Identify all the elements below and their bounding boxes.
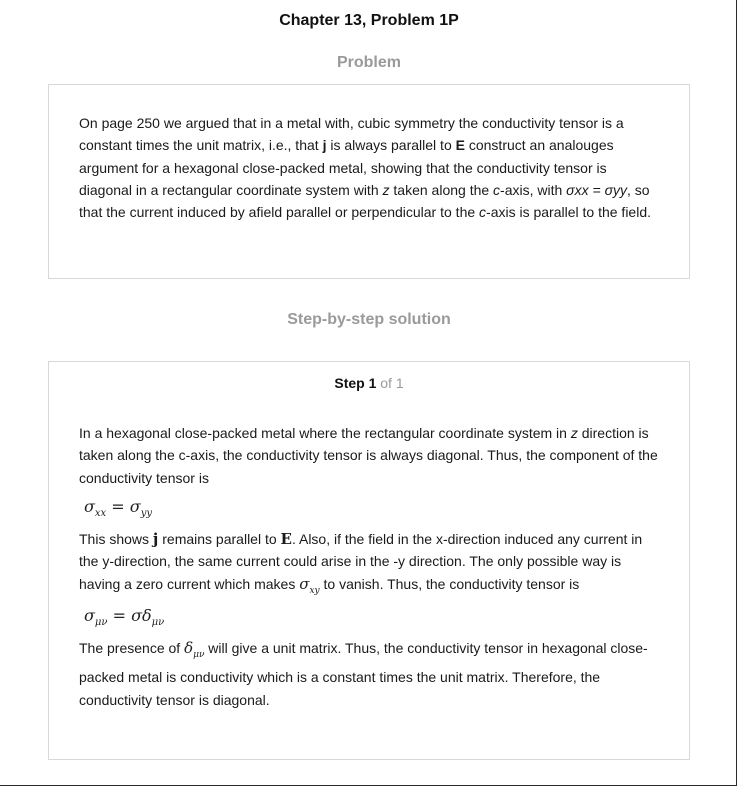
equation-sigma-mu-nu: $\sigma_{\mu\nu} = \sigma\delta_{\mu\nu}$ (84, 606, 165, 629)
step-label: Step 1 (334, 375, 377, 391)
equation-sigma-xx: $\sigma_{xx} = \sigma_{yy}$ (84, 497, 153, 520)
solution-paragraph-3: The presence of $\delta_{\mu\nu}$ will give a unit matrix. Thus, the conductivity tensor in hexagonal close-packed metal is conductivity which is a constant times the unit matrix. Therefore, the conductivity tensor is diagonal. (79, 639, 648, 708)
step-indicator (0, 375, 738, 391)
solution-heading: Step-by-step solution (287, 311, 451, 328)
solution-paragraph-2: This shows j remains parallel to E. Also, if the field in the x-direction induced any current in the y-direction, the same current could arise in the -y direction. The only possible way is having a zero current which makes $\sigma_{xy}$ to vanish. Thus, the conductivity tensor is (79, 530, 643, 596)
step-count: of 1 (380, 375, 404, 391)
problem-text: On page 250 we argued that in a metal with, cubic symmetry the conductivity tensor is a constant times the unit matrix, i.e., that j is always parallel to E construct an analouges argument for a hexagonal close-packed metal, showing that the conductivity tensor is diagonal in a rectangular coordinate system with z taken along the c-axis, with σxx = σyy, so that the current induced by afield parallel or perpendicular to the c-axis is parallel to the field. (79, 115, 651, 221)
problem-heading: Problem (336, 54, 401, 71)
solution-paragraph-1: In a hexagonal close-packed metal where the rectangular coordinate system in z direction is taken along the c-axis, the conductivity tensor is always diagonal. Thus, the component of the conductivity tensor is (79, 425, 658, 486)
page-title: Chapter 13, Problem 1P (279, 12, 459, 29)
